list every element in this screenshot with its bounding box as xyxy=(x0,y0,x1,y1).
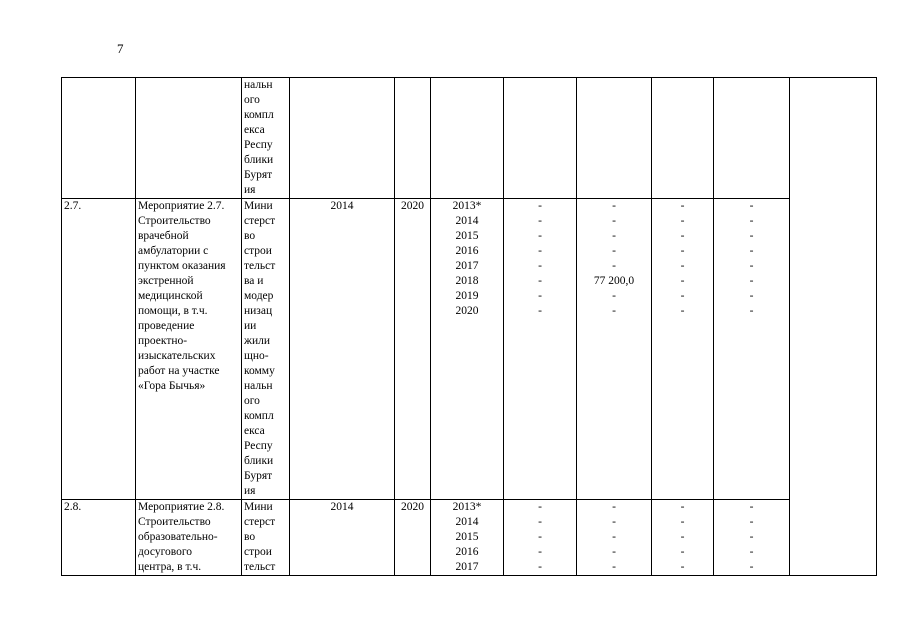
cell-funding-2 xyxy=(577,78,652,199)
table-row xyxy=(62,199,877,500)
cell-line: компл xyxy=(244,410,274,422)
cell-line: 2014 xyxy=(455,215,479,227)
cell-line: Строительство xyxy=(138,516,211,528)
cell-line: - xyxy=(612,200,616,212)
cell-funding-3 xyxy=(652,500,714,576)
cell-line: 2013* xyxy=(452,200,482,212)
cell-funding-2 xyxy=(577,199,652,500)
cell-line: - xyxy=(749,501,754,513)
cell-funding-1 xyxy=(504,500,577,576)
cell-end-year xyxy=(395,199,431,500)
page-number: 7 xyxy=(117,41,124,56)
cell-line: ва и xyxy=(244,275,264,287)
cell-executor xyxy=(242,199,290,500)
cell-line: досугового xyxy=(138,546,193,558)
cell-line: 77 200,0 xyxy=(593,275,635,287)
cell-line: Мини xyxy=(244,200,273,212)
cell-line: - xyxy=(612,561,616,573)
cell-line: - xyxy=(680,305,685,317)
cell-line: Строительство xyxy=(138,215,211,227)
cell-line: Бурят xyxy=(244,169,273,181)
cell-funding-4 xyxy=(714,199,790,500)
cell-line: - xyxy=(749,230,754,242)
cell-line: 2016 xyxy=(455,245,479,257)
cell-start-year xyxy=(290,500,395,576)
cell-line: - xyxy=(612,245,616,257)
cell-funding-1 xyxy=(504,78,577,199)
cell-line: амбулатории с xyxy=(138,245,209,257)
cell-line: - xyxy=(680,561,685,573)
cell-line: - xyxy=(538,561,542,573)
cell-line: 2015 xyxy=(455,230,479,242)
program-table xyxy=(61,77,877,576)
cell-line: Респу xyxy=(244,139,273,151)
cell-line: - xyxy=(749,200,754,212)
cell-executor xyxy=(242,78,290,199)
cell-line: - xyxy=(538,200,542,212)
cell-line: - xyxy=(680,290,685,302)
cell-line: модер xyxy=(244,290,274,302)
cell-line: - xyxy=(680,260,685,272)
cell-line: компл xyxy=(244,109,274,121)
cell-years xyxy=(431,78,504,199)
cell-line: - xyxy=(749,546,754,558)
cell-line: проектно- xyxy=(138,335,188,347)
cell-extra-column xyxy=(790,78,877,576)
cell-funding-4 xyxy=(714,78,790,199)
cell-line: строи xyxy=(244,546,272,558)
cell-line: - xyxy=(749,305,754,317)
cell-years xyxy=(431,500,504,576)
cell-text: 2020 xyxy=(401,501,424,513)
cell-line: стерст xyxy=(244,516,276,528)
cell-line: жили xyxy=(244,335,270,347)
cell-line: «Гора Бычья» xyxy=(138,380,206,392)
cell-line: - xyxy=(680,230,685,242)
cell-line: - xyxy=(749,516,754,528)
cell-line: - xyxy=(680,501,685,513)
table-row xyxy=(62,78,877,199)
cell-line: ого xyxy=(244,94,260,106)
cell-line: - xyxy=(612,546,616,558)
cell-line: проведение xyxy=(138,320,195,332)
cell-start-year xyxy=(290,78,395,199)
cell-executor xyxy=(242,500,290,576)
cell-line: Мероприятие 2.7. xyxy=(138,200,225,212)
cell-line: - xyxy=(680,531,685,543)
cell-line: - xyxy=(538,275,542,287)
cell-line: - xyxy=(749,290,754,302)
cell-line: - xyxy=(612,305,616,317)
cell-line: - xyxy=(680,516,685,528)
cell-line: - xyxy=(749,260,754,272)
cell-line: екса xyxy=(244,124,265,136)
cell-line: пунктом оказания xyxy=(138,260,226,272)
cell-line: - xyxy=(680,546,685,558)
cell-end-year xyxy=(395,500,431,576)
cell-line: Бурят xyxy=(244,470,273,482)
cell-line: во xyxy=(244,531,256,543)
cell-line: - xyxy=(749,245,754,257)
cell-line: - xyxy=(538,290,542,302)
cell-line: образовательно- xyxy=(138,531,218,543)
cell-line: комму xyxy=(244,365,275,377)
cell-line: низац xyxy=(244,305,273,317)
cell-line: - xyxy=(680,215,685,227)
cell-line: - xyxy=(538,230,542,242)
cell-line: - xyxy=(612,516,616,528)
cell-line: строи xyxy=(244,245,272,257)
cell-line: ия xyxy=(244,184,256,196)
cell-text: 2014 xyxy=(330,200,354,212)
cell-line: - xyxy=(680,275,685,287)
cell-line: - xyxy=(612,531,616,543)
cell-line: - xyxy=(680,245,685,257)
cell-number xyxy=(62,199,136,500)
cell-line: ии xyxy=(244,320,257,332)
cell-line: - xyxy=(538,501,542,513)
cell-line: тельст xyxy=(244,561,276,573)
cell-line: тельст xyxy=(244,260,276,272)
cell-line: ого xyxy=(244,395,260,407)
cell-line: - xyxy=(612,230,616,242)
cell-line: работ на участке xyxy=(138,365,220,377)
cell-text: 2020 xyxy=(401,200,424,212)
cell-line: 2019 xyxy=(455,290,479,302)
cell-text: 2014 xyxy=(330,501,354,513)
cell-line: 2020 xyxy=(455,305,479,317)
cell-line: Мероприятие 2.8. xyxy=(138,501,225,513)
cell-line: стерст xyxy=(244,215,276,227)
cell-line: центра, в т.ч. xyxy=(138,561,202,573)
cell-line: медицинской xyxy=(138,290,203,302)
cell-line: екса xyxy=(244,425,265,437)
cell-line: - xyxy=(538,531,542,543)
cell-line: 2018 xyxy=(455,275,479,287)
cell-funding-2 xyxy=(577,500,652,576)
cell-line: нальн xyxy=(244,79,273,91)
cell-end-year xyxy=(395,78,431,199)
cell-line: - xyxy=(538,546,542,558)
cell-line: 2016 xyxy=(455,546,479,558)
cell-number xyxy=(62,78,136,199)
cell-line: - xyxy=(680,200,685,212)
cell-funding-1 xyxy=(504,199,577,500)
cell-line: щно- xyxy=(244,350,269,362)
cell-line: 2015 xyxy=(455,531,479,543)
cell-measure-name xyxy=(136,500,242,576)
cell-line: 2013* xyxy=(452,501,482,513)
cell-line: 2017 xyxy=(455,260,479,272)
cell-line: - xyxy=(749,275,754,287)
cell-line: блики xyxy=(244,455,274,467)
cell-funding-3 xyxy=(652,78,714,199)
cell-years xyxy=(431,199,504,500)
cell-number xyxy=(62,500,136,576)
cell-measure-name xyxy=(136,199,242,500)
cell-line: - xyxy=(749,531,754,543)
cell-line: блики xyxy=(244,154,274,166)
cell-measure-name xyxy=(136,78,242,199)
cell-line: - xyxy=(612,215,616,227)
cell-line: - xyxy=(749,215,754,227)
cell-text: 2.7. xyxy=(64,200,82,212)
cell-line: экстренной xyxy=(138,275,194,287)
cell-line: помощи, в т.ч. xyxy=(138,305,208,317)
cell-line: во xyxy=(244,230,256,242)
table-row xyxy=(62,500,877,576)
cell-line: - xyxy=(749,561,754,573)
cell-funding-3 xyxy=(652,199,714,500)
cell-funding-4 xyxy=(714,500,790,576)
cell-line: - xyxy=(538,260,542,272)
cell-line: - xyxy=(538,516,542,528)
cell-line: - xyxy=(538,215,542,227)
cell-line: - xyxy=(612,260,616,272)
cell-line: 2014 xyxy=(455,516,479,528)
cell-line: Респу xyxy=(244,440,273,452)
cell-line: изыскательских xyxy=(138,350,216,362)
cell-line: 2017 xyxy=(455,561,479,573)
cell-line: нальн xyxy=(244,380,273,392)
cell-text: 2.8. xyxy=(64,501,82,513)
cell-line: - xyxy=(612,290,616,302)
cell-line: Мини xyxy=(244,501,273,513)
cell-line: - xyxy=(538,245,542,257)
cell-line: ия xyxy=(244,485,256,497)
cell-start-year xyxy=(290,199,395,500)
cell-line: - xyxy=(612,501,616,513)
cell-line: врачебной xyxy=(138,230,189,242)
cell-line: - xyxy=(538,305,542,317)
